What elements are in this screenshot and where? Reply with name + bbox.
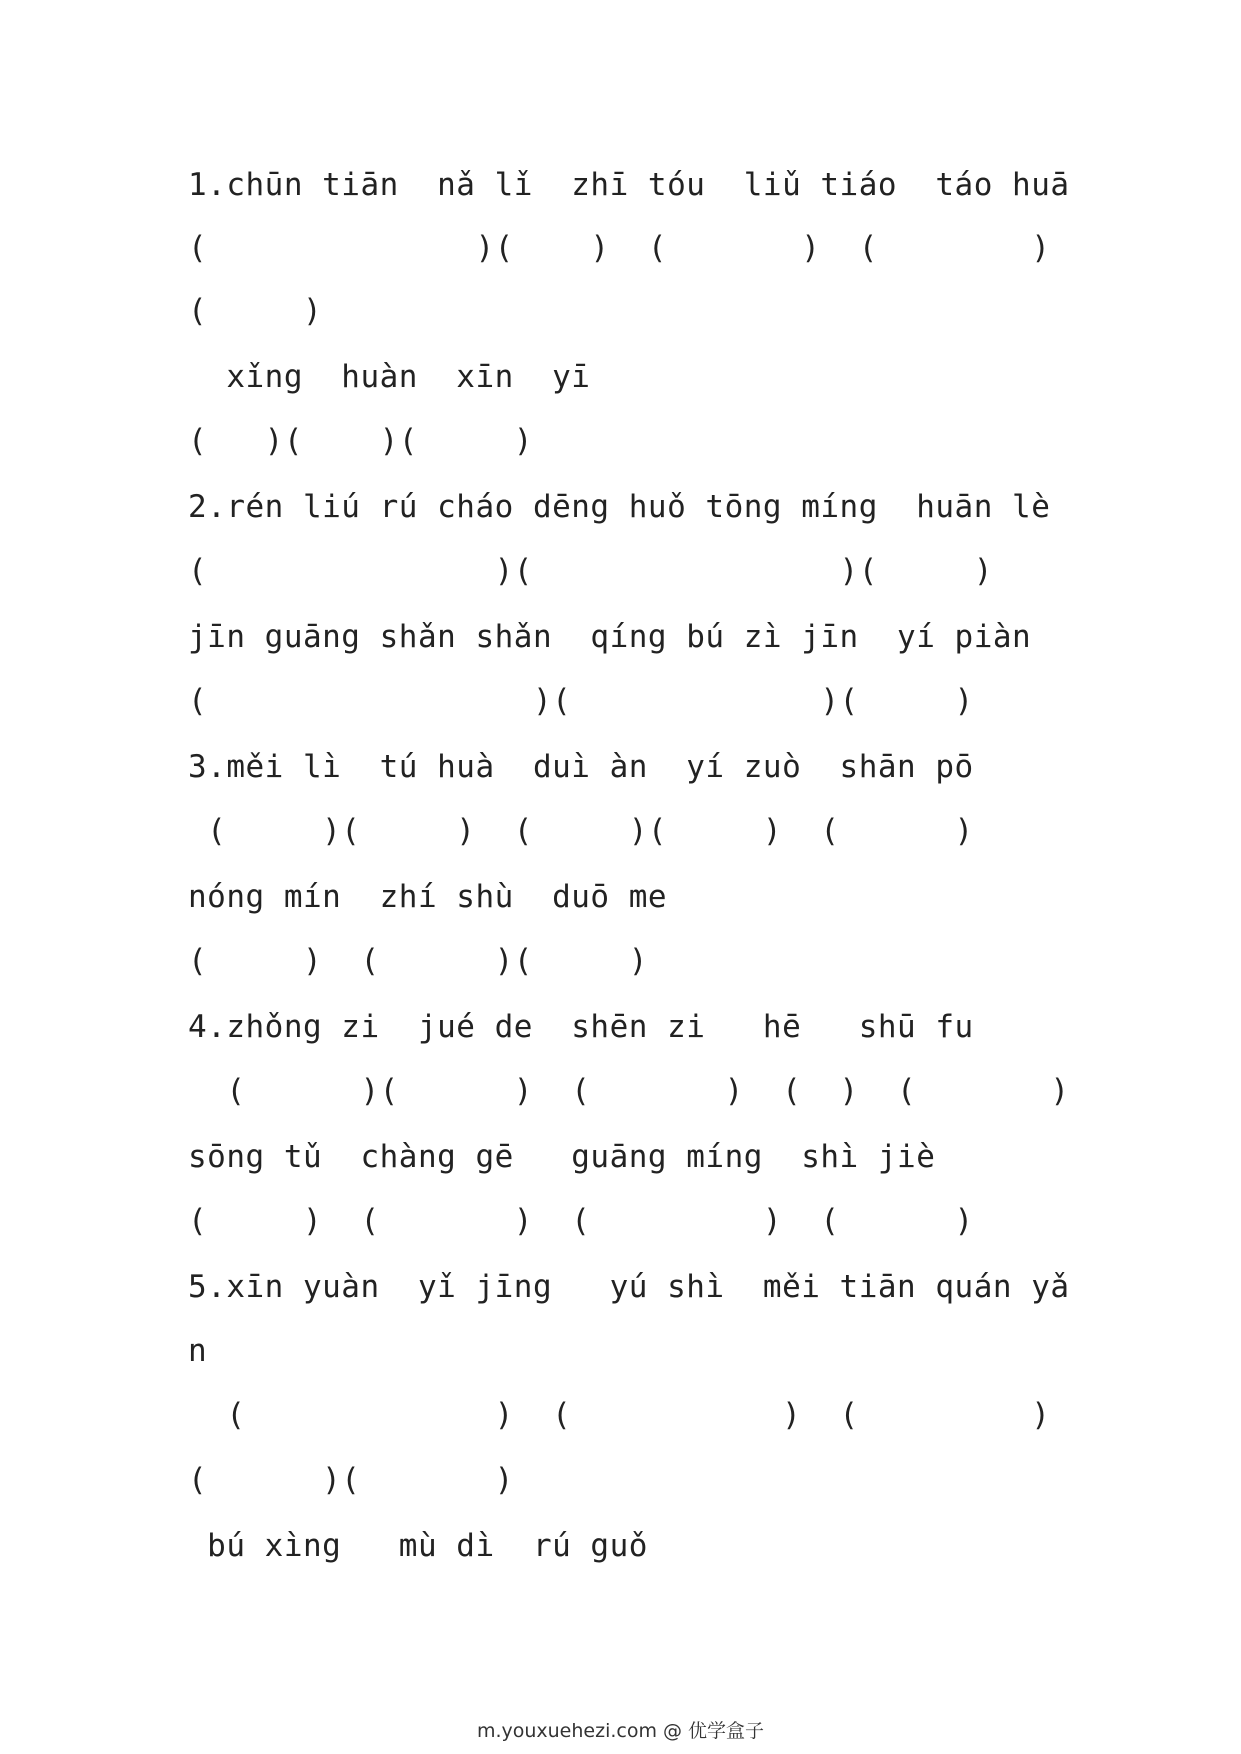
q2-pinyin-line: 2.rén liú rú cháo dēng huǒ tōng míng huān lè xyxy=(188,489,1051,525)
q1-answer-blanks-2: ( ) xyxy=(188,293,323,329)
footer-watermark: m.youxuehezi.com @ 优学盒子 xyxy=(476,1720,765,1742)
q4-pinyin-line-2: sōng tǔ chàng gē guāng míng shì jiè xyxy=(188,1139,936,1175)
q2-answer-blanks-2: ( )( )( ) xyxy=(188,683,974,719)
q5-pinyin-line: 5.xīn yuàn yǐ jīng yú shì měi tiān quán yǎ xyxy=(188,1269,1070,1305)
q4-pinyin-line: 4.zhǒng zi jué de shēn zi hē shū fu xyxy=(188,1009,974,1045)
q1-pinyin-line: 1.chūn tiān nǎ lǐ zhī tóu liǔ tiáo táo huā xyxy=(188,167,1070,203)
q5-answer-blanks: ( ) ( ) ( ) xyxy=(188,1397,1051,1433)
q1-pinyin-line-2: xǐng huàn xīn yī xyxy=(188,359,591,395)
q4-answer-blanks-2: ( ) ( ) ( ) ( ) xyxy=(188,1203,974,1239)
q3-pinyin-line-2: nóng mín zhí shù duō me xyxy=(188,879,668,915)
q3-pinyin-line: 3.měi lì tú huà duì àn yí zuò shān pō xyxy=(188,749,974,785)
q2-pinyin-line-2: jīn guāng shǎn shǎn qíng bú zì jīn yí piàn xyxy=(188,619,1032,655)
q5-pinyin-line-2: bú xìng mù dì rú guǒ xyxy=(188,1528,648,1564)
q3-answer-blanks: ( )( ) ( )( ) ( ) xyxy=(188,813,974,849)
q4-answer-blanks: ( )( ) ( ) ( ) ( ) xyxy=(188,1073,1070,1109)
q1-answer-blanks: ( )( ) ( ) ( ) xyxy=(188,230,1051,266)
q5-pinyin-wrap: n xyxy=(188,1333,208,1369)
q5-answer-blanks-2: ( )( ) xyxy=(188,1462,514,1498)
q1-answer-blanks-3: ( )( )( ) xyxy=(188,423,533,459)
q2-answer-blanks: ( )( )( ) xyxy=(188,553,993,589)
q3-answer-blanks-2: ( ) ( )( ) xyxy=(188,943,648,979)
